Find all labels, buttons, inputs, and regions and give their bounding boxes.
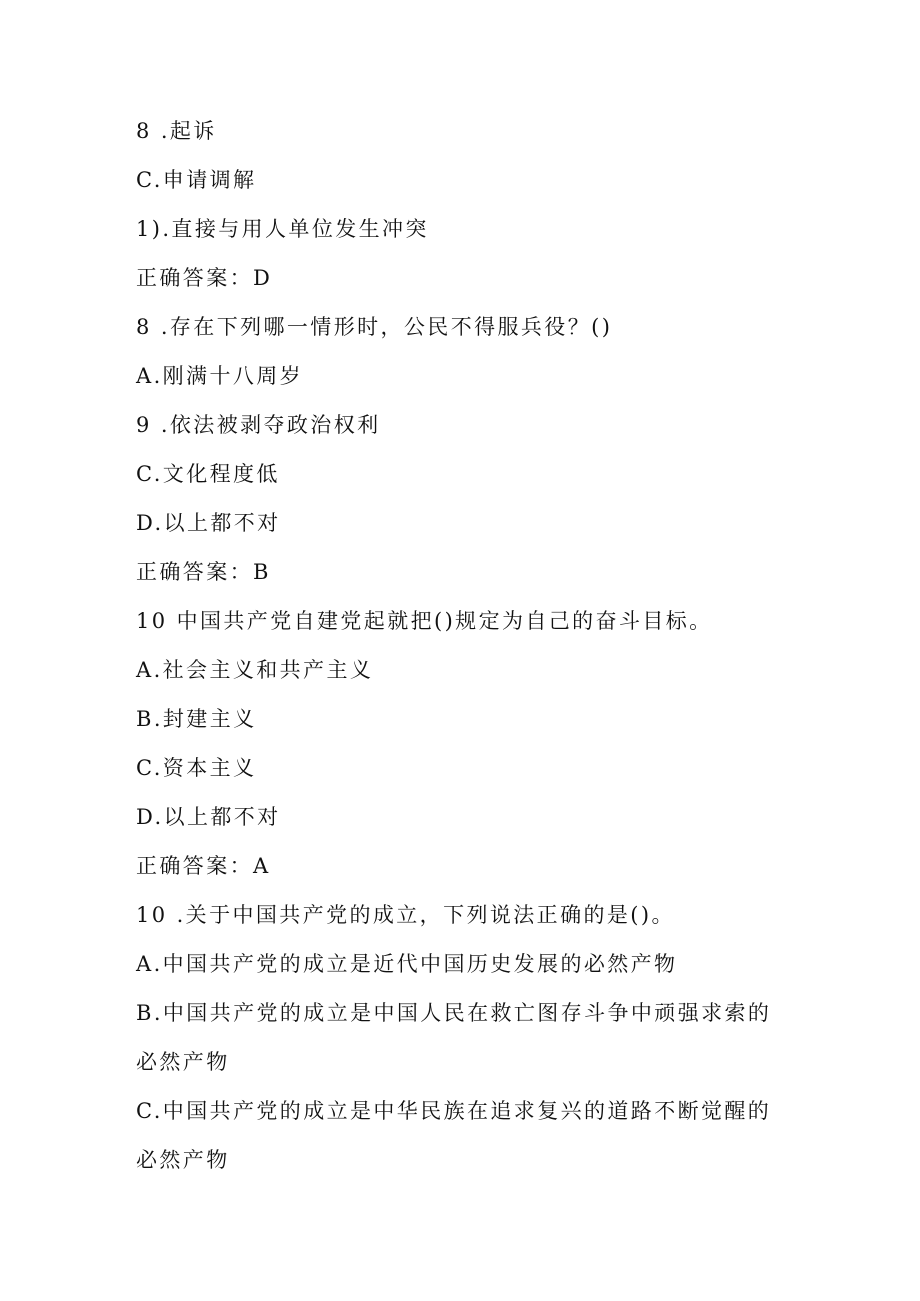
text-line-q9-option-c: C.资本主义: [136, 756, 257, 780]
text-line-q10-option-c-cont: 必然产物: [136, 1148, 230, 1172]
text-line-q10-option-c: C.中国共产党的成立是中华民族在追求复兴的道路不断觉醒的: [136, 1099, 772, 1123]
text-line-option-b-sue: 8 .起诉: [136, 119, 217, 143]
text-line-q8-option-b: 9 .依法被剥夺政治权利: [136, 413, 381, 437]
answer-line-q9: 正确答案：A: [136, 854, 271, 878]
question-line-q8: 8 .存在下列哪一情形时，公民不得服兵役？(): [136, 315, 613, 339]
text-line-q8-option-a: A.刚满十八周岁: [136, 364, 304, 388]
text-line-option-c-mediation: C.申请调解: [136, 168, 257, 192]
text-line-q10-option-b: B.中国共产党的成立是中国人民在救亡图存斗争中顽强求索的: [136, 1001, 772, 1025]
text-line-q9-option-b: B.封建主义: [136, 707, 257, 731]
text-line-q9-option-a: A.社会主义和共产主义: [136, 658, 374, 682]
text-line-q9-option-d: D.以上都不对: [136, 805, 281, 829]
question-line-q10: 10 .关于中国共产党的成立，下列说法正确的是()。: [136, 903, 675, 927]
text-line-q10-option-b-cont: 必然产物: [136, 1050, 230, 1074]
text-line-q10-option-a: A.中国共产党的成立是近代中国历史发展的必然产物: [136, 952, 678, 976]
answer-line-q8: 正确答案：B: [136, 560, 271, 584]
answer-line-q7: 正确答案：D: [136, 266, 273, 290]
text-line-option-d-conflict: 1).直接与用人单位发生冲突: [136, 217, 429, 241]
question-line-q9: 10 中国共产党自建党起就把()规定为自己的奋斗目标。: [136, 609, 713, 633]
document-body: [136, 112, 796, 1190]
text-line-q8-option-c: C.文化程度低: [136, 462, 280, 486]
text-line-q8-option-d: D.以上都不对: [136, 511, 281, 535]
